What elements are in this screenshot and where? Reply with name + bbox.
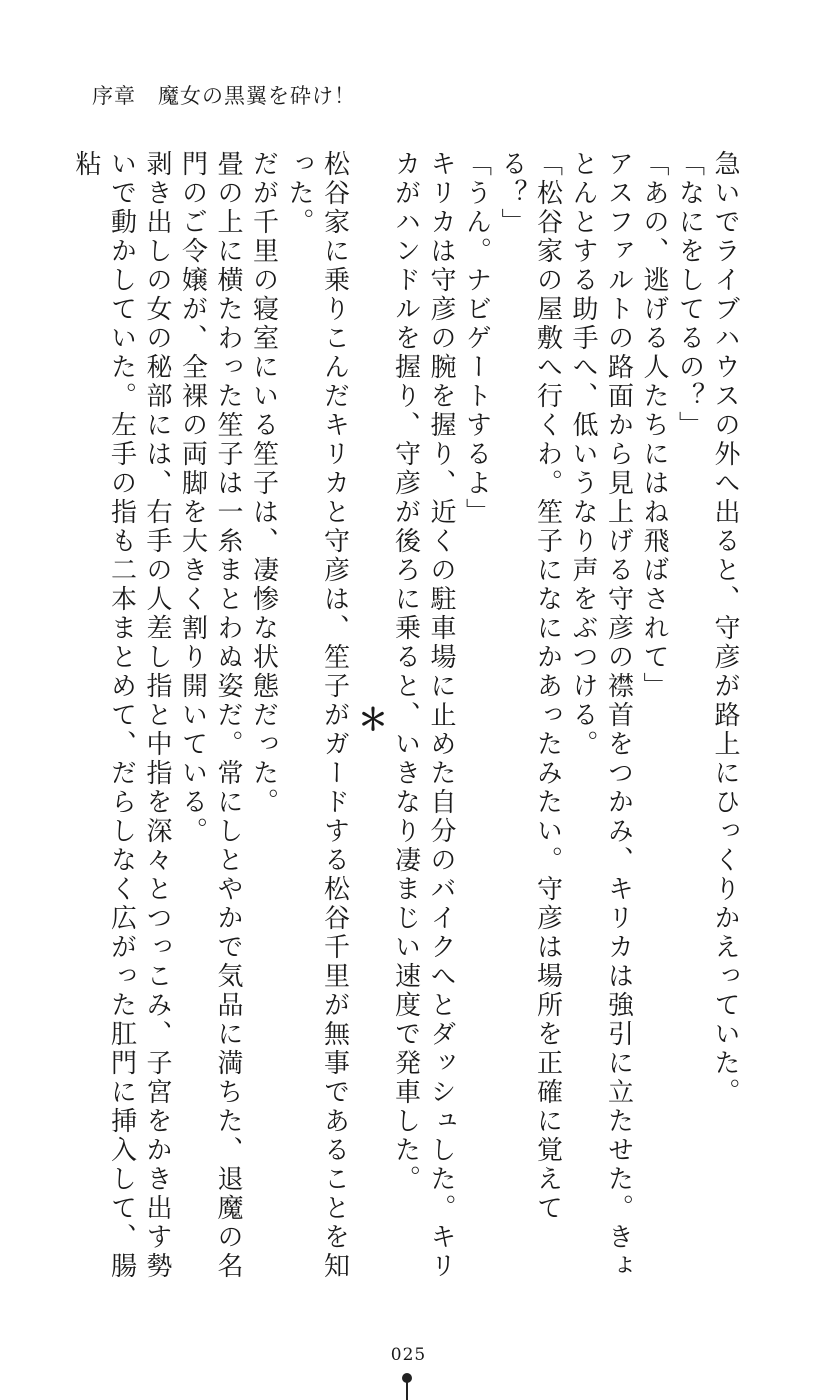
paragraph: 「あの、逃げる人たちにはね飛ばされて」	[639, 150, 669, 701]
paragraph: 松谷家に乗りこんだキリカと守彦は、笙子がガードする松谷千里が無事であることを知った。	[284, 150, 350, 1281]
body-text	[71, 150, 742, 1290]
bookmark-marker	[401, 1373, 413, 1400]
paragraph: 剥き出しの女の秘部には、右手の人差し指と中指を深々とつっこみ、子宮をかき出す勢いで動かしていた。左手の指も二本まとめて、だらしなく広がった肛門に挿入して、腸粘	[71, 150, 172, 1281]
paragraph: だが千里の寝室にいる笙子は、凄惨な状態だった。	[248, 150, 279, 817]
paragraph: 畳の上に横たわった笙子は一糸まとわぬ姿だ。常にしとやかで気品に満ちた、退魔の名門のご令嬢が、全裸の両脚を大きく割り開いている。	[177, 150, 243, 1281]
paragraph: 急いでライブハウスの外へ出ると、守彦が路上にひっくりかえっていた。	[710, 150, 740, 1107]
page-number: 025	[390, 1345, 427, 1365]
scene-separator: ＊	[352, 703, 387, 737]
chapter-header: 序章 魔女の黒翼を砕け！	[92, 84, 356, 108]
paragraph: アスファルトの路面から見上げる守彦の襟首をつかみ、キリカは強引に立たせた。きょとんとする助手へ、低いうなり声をぶつける。	[568, 150, 634, 1281]
paragraph: 「うん。ナビゲートするよ」	[461, 150, 492, 527]
paragraph: キリカは守彦の腕を握り、近くの駐車場に止めた自分のバイクへとダッシュした。キリカがハンドルを握り、守彦が後ろに乗ると、いきなり凄まじい速度で発車した。	[390, 150, 456, 1281]
bookmark-line	[406, 1382, 408, 1400]
paragraph: 「松谷家の屋敷へ行くわ。笙子になにかあったみたい。守彦は場所を正確に覚えてる？」	[497, 150, 563, 1223]
paragraph: 「なにをしてるの？」	[674, 150, 705, 440]
